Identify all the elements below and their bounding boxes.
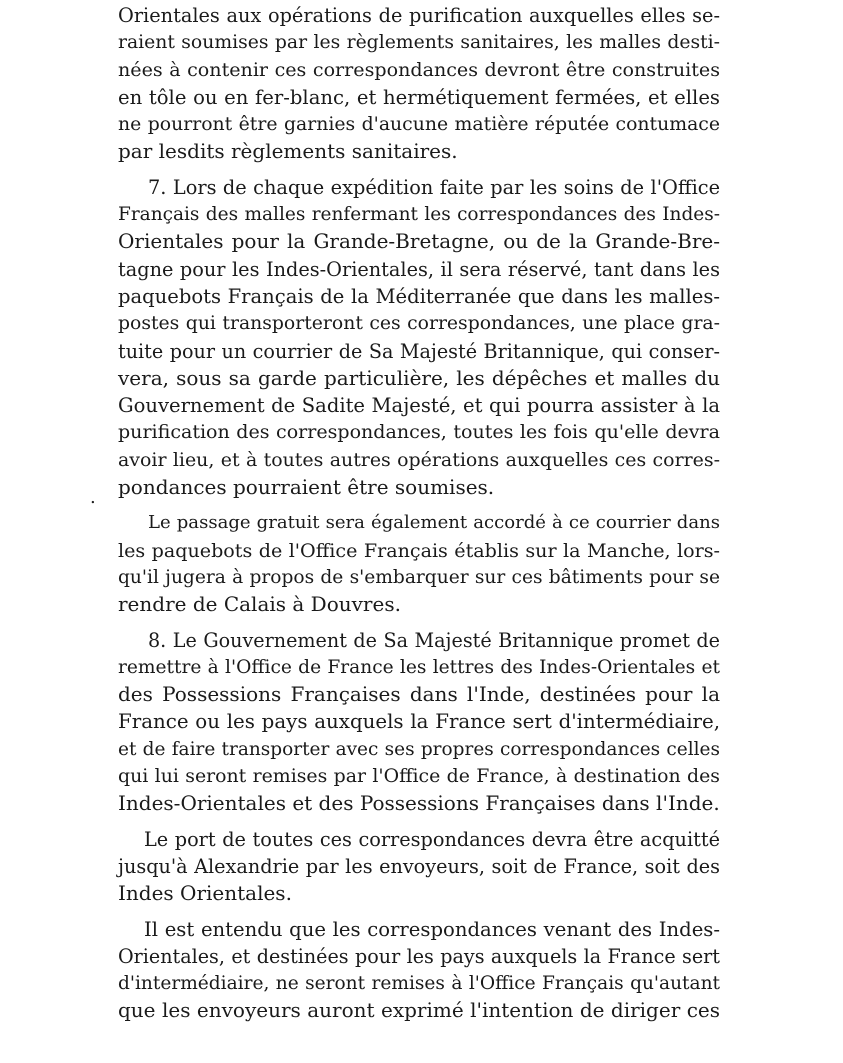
paragraph-article-8 (118, 627, 720, 818)
text-line: paquebots Français de la Méditerranée que dans les malles- (118, 284, 720, 308)
text-line: avoir lieu, et à toutes autres opérations auxquelles ces corres- (118, 448, 720, 471)
text-line: 7. Lors de chaque expédition faite par les soins de l'Office (148, 175, 720, 199)
text-line: les paquebots de l'Office Français établis sur la Manche, lors- (118, 538, 720, 562)
text-line: Il est entendu que les correspondances venant des Indes- (144, 917, 720, 941)
text-line: des Possessions Françaises dans l'Inde, destinées pour la (118, 682, 720, 707)
text-line: d'intermédiaire, ne seront remises à l'Office Français qu'autant (118, 973, 720, 995)
text-line: vera, sous sa garde particulière, les dépêches et malles du (118, 365, 720, 390)
paragraph-free-passage (118, 509, 720, 618)
text-line: Le passage gratuit sera également accordé à ce courrier dans (148, 512, 720, 534)
text-line: Français des malles renfermant les correspondances des Indes- (118, 204, 720, 226)
text-line: nées à contenir ces correspondances devront être construites (118, 58, 720, 81)
text-line: tuite pour un courrier de Sa Majesté Britannique, qui conser- (118, 339, 720, 363)
text-line: jusqu'à Alexandrie par les envoyeurs, soit de France, soit des (118, 854, 720, 878)
text-line: Orientales aux opérations de purification auxquelles elles se- (118, 4, 720, 27)
text-line: qui lui seront remises par l'Office de France, à destination des (118, 765, 720, 788)
text-line: raient soumises par les règlements sanitaires, les malles desti- (118, 32, 720, 54)
text-line: en tôle ou en fer-blanc, et hermétiquement fermées, et elles (118, 85, 720, 109)
text-line: Orientales, et destinées pour les pays auxquels la France sert (118, 944, 720, 968)
text-line: purification des correspondances, toutes les fois qu'elle devra (118, 421, 720, 444)
paragraph-continuation (118, 2, 720, 166)
text-line: qu'il jugera à propos de s'embarquer sur ces bâtiments pour se (118, 566, 720, 588)
paragraph-postage (118, 826, 720, 908)
stray-dot-mark: . (90, 487, 96, 508)
text-line: 8. Le Gouvernement de Sa Majesté Britannique promet de (148, 628, 720, 652)
text-line: tagne pour les Indes-Orientales, il sera réservé, tant dans les (118, 257, 720, 281)
text-line: France ou les pays auxquels la France sert d'intermédiaire, (118, 710, 720, 734)
text-line: pondances pourraient être soumises. (118, 475, 495, 500)
text-line: rendre de Calais à Douvres. (118, 592, 401, 617)
text-line: Le port de toutes ces correspondances devra être acquitté (144, 827, 720, 851)
text-line: postes qui transporteront ces correspondances, une place gra- (118, 313, 720, 335)
text-line: que les envoyeurs auront exprimé l'intention de diriger ces (118, 998, 720, 1023)
text-line: Gouvernement de Sadite Majesté, et qui pourra assister à la (118, 394, 720, 418)
text-line: Indes Orientales. (118, 881, 292, 906)
text-line: et de faire transporter avec ses propres correspondances celles (118, 738, 720, 760)
paragraph-article-7 (118, 174, 720, 502)
text-line: ne pourront être garnies d'aucune matière réputée contumace (118, 114, 720, 136)
text-line: Indes-Orientales et des Possessions Françaises dans l'Inde. (118, 791, 720, 816)
text-line: remettre à l'Office de France les lettres des Indes-Orientales et (118, 656, 720, 678)
text-line: Orientales pour la Grande-Bretagne, ou de la Grande-Bre- (118, 229, 720, 254)
paragraph-understanding (118, 916, 720, 1025)
text-line: par lesdits règlements sanitaires. (118, 139, 458, 164)
body-text (118, 2, 720, 1025)
